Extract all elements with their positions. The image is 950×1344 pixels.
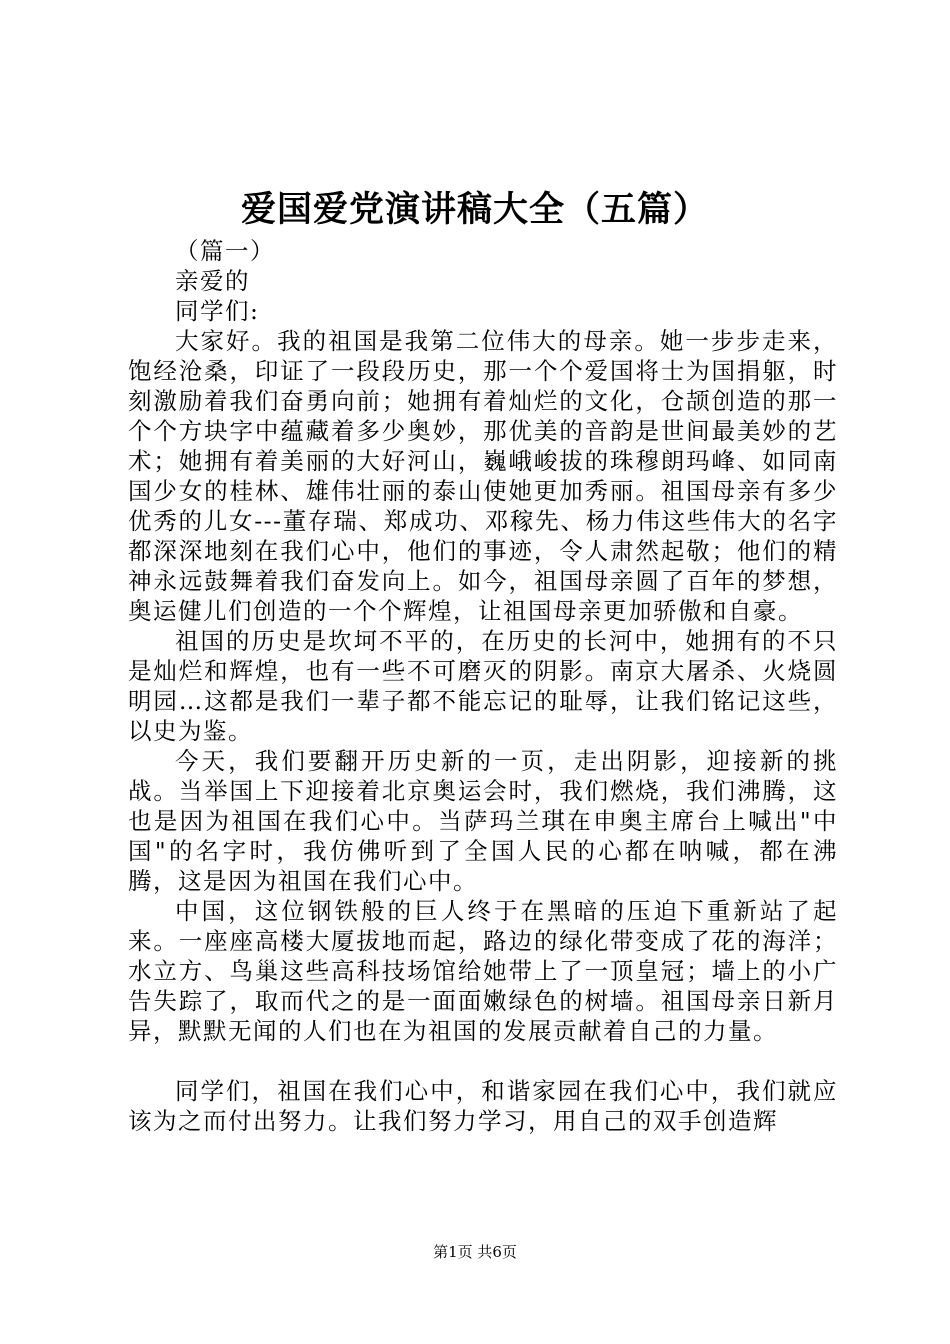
salutation-line: 亲爱的 [175, 267, 250, 295]
page-footer: 第1页 共6页 [433, 1243, 517, 1261]
salutation-line: 同学们: [175, 297, 260, 325]
document-body [128, 236, 838, 1136]
body-paragraph: 今天，我们要翻开历史新的一页，走出阴影，迎接新的挑战。当举国上下迎接着北京奥运会时，我们燃烧，我们沸腾，这也是因为祖国在我们心中。当萨玛兰琪在申奥主席台上喊出"中国"的名字时，我仿佛听到了全国人民的心都在呐喊，都在沸腾，这是因为祖国在我们心中。 [128, 747, 838, 895]
document-title: 爱国爱党演讲稿大全（五篇） [240, 189, 709, 230]
body-paragraph: 同学们，祖国在我们心中，和谐家园在我们心中，我们就应该为之而付出努力。让我们努力学习，用自己的双手创造辉 [128, 1077, 838, 1135]
section-heading: （篇一） [175, 237, 275, 265]
body-paragraph: 祖国的历史是坎坷不平的，在历史的长河中，她拥有的不只是灿烂和辉煌，也有一些不可磨灭的阴影。南京大屠杀、火烧圆明园…这都是我们一辈子都不能忘记的耻辱，让我们铭记这些，以史为鉴。 [128, 627, 838, 745]
body-paragraph: 中国，这位钢铁般的巨人终于在黑暗的压迫下重新站了起来。一座座高楼大厦拔地而起，路边的绿化带变成了花的海洋；水立方、鸟巢这些高科技场馆给她带上了一顶皇冠；墙上的小广告失踪了，取而代之的是一面面嫩绿色的树墙。祖国母亲日新月异，默默无闻的人们也在为祖国的发展贡献着自己的力量。 [128, 897, 838, 1045]
body-paragraph: 大家好。我的祖国是我第二位伟大的母亲。她一步步走来，饱经沧桑，印证了一段段历史，那一个个爱国将士为国捐躯，时刻激励着我们奋勇向前；她拥有着灿烂的文化，仓颉创造的那一个个方块字中蕴藏着多少奥妙，那优美的音韵是世间最美妙的艺术；她拥有着美丽的大好河山，巍峨峻拔的珠穆朗玛峰、如同南国少女的桂林、雄伟壮丽的泰山使她更加秀丽。祖国母亲有多少优秀的儿女---董存瑞、郑成功、邓稼先、杨力伟这些伟大的名字都深深地刻在我们心中，他们的事迹，令人肃然起敬；他们的精神永远鼓舞着我们奋发向上。如今，祖国母亲圆了百年的梦想，奥运健儿们创造的一个个辉煌，让祖国母亲更加骄傲和自豪。 [128, 327, 838, 625]
